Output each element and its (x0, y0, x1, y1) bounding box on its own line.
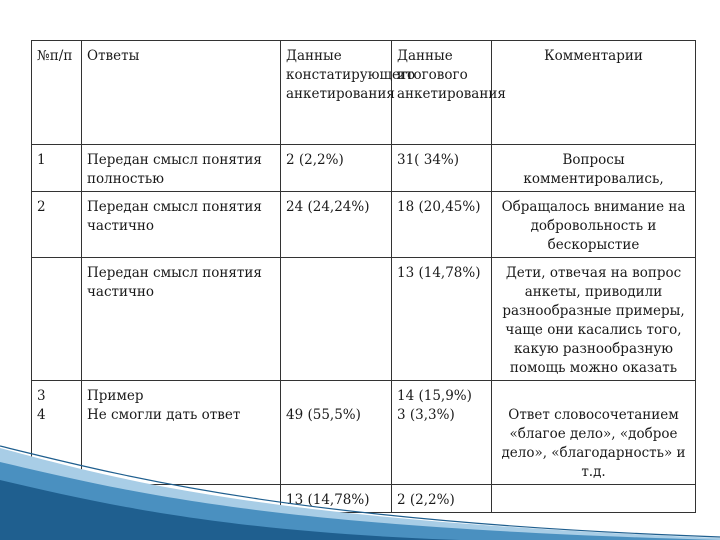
row-final: 13 (14,78%) (392, 258, 492, 381)
row-comment-text: Ответ словосочетанием «благое дело», «доброе дело», «благодарность» и т.д. (501, 407, 686, 480)
row-initial: 2 (2,2%) (281, 145, 392, 192)
row-answer: Передан смысл понятия частично (82, 192, 281, 258)
row-initial: 24 (24,24%) (281, 192, 392, 258)
row-num: 1 (32, 145, 82, 192)
row-answer-b: Не смогли дать ответ (87, 407, 241, 423)
row-final-b: 3 (3,3%) (397, 407, 455, 423)
header-num: №п/п (32, 41, 82, 145)
row-answer-a: Пример (87, 388, 144, 404)
row-comment: Вопросы комментировались, (492, 145, 696, 192)
row-comment: Дети, отвечая на вопрос анкеты, приводили разнообразные примеры, чаще они касались того, какую разнообразную помощь можно оказать (492, 258, 696, 381)
decorative-swoosh (0, 440, 720, 540)
table-row (32, 258, 696, 381)
row-answer: Передан смысл понятия частично (82, 258, 281, 381)
row-final-a: 14 (15,9%) (397, 388, 472, 404)
row-final: 31( 34%) (392, 145, 492, 192)
row-num (32, 258, 82, 381)
row-initial-value: 49 (55,5%) (286, 407, 361, 423)
table-header-row (32, 41, 696, 145)
row-num-a: 3 (37, 388, 46, 404)
table-row (32, 145, 696, 192)
row-answer: Передан смысл понятия полностью (82, 145, 281, 192)
header-final-data: Данные итогового анкетирования (392, 41, 492, 145)
row-final: 18 (20,45%) (392, 192, 492, 258)
row-initial: 13 (14,78%) (281, 485, 392, 513)
row-num-b: 4 (37, 407, 46, 423)
row-comment: Обращалось внимание на добровольность и бескорыстие (492, 192, 696, 258)
row-initial (281, 258, 392, 381)
table-row (32, 192, 696, 258)
header-comments: Комментарии (492, 41, 696, 145)
row-final: 2 (2,2%) (392, 485, 492, 513)
header-initial-data: Данные констатирующего анкетирования (281, 41, 392, 145)
row-num: 2 (32, 192, 82, 258)
header-answers: Ответы (82, 41, 281, 145)
